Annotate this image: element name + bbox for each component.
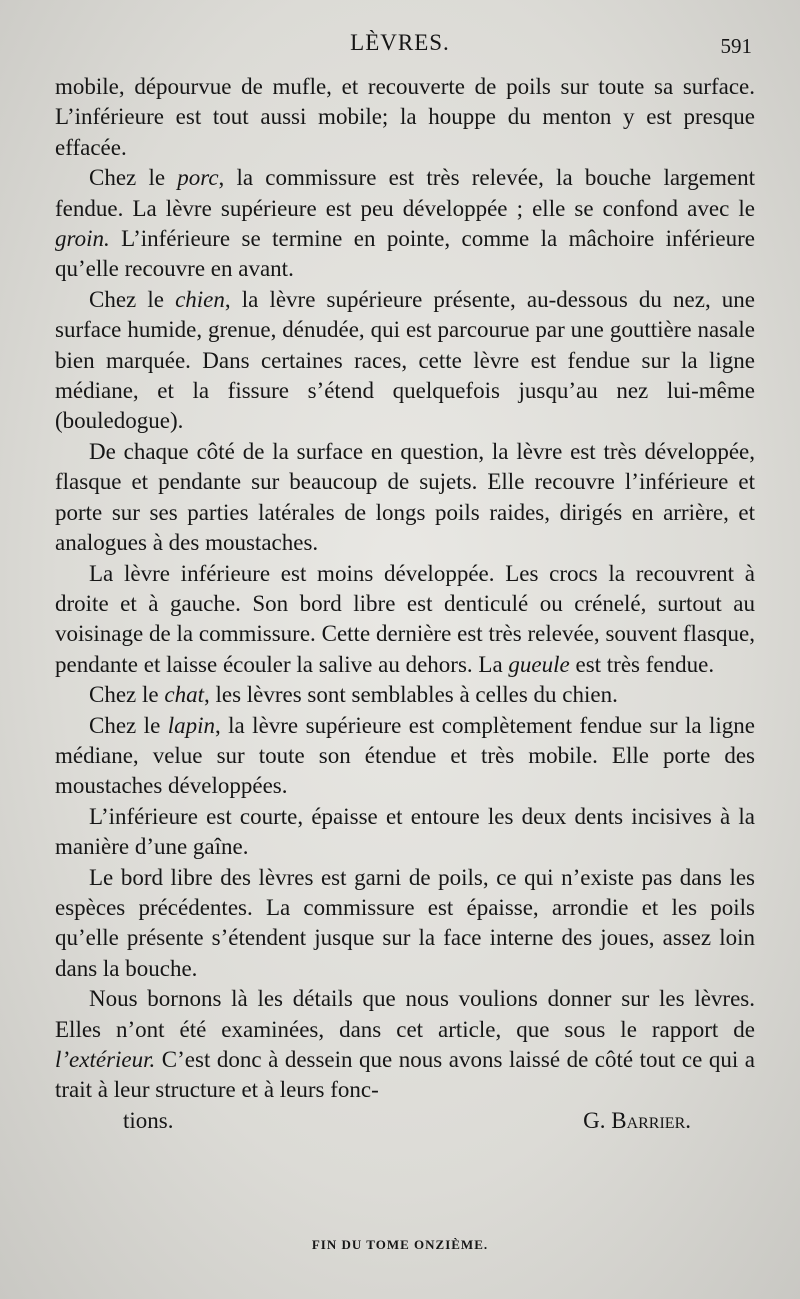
paragraph-text: , la commissure est très relevée, la bouche largement fendue. La lèvre supérieure est peu développée ; elle se confond avec le <box>55 165 755 221</box>
paragraph <box>55 559 755 681</box>
paragraph <box>55 163 755 285</box>
running-head: LÈVRES. <box>350 30 450 55</box>
paragraph-text: Nous bornons là les détails que nous voulions donner sur les lèvres. Elles n’ont été examinées, dans cet article, que sous le rapport de <box>55 986 755 1042</box>
paragraph <box>55 437 755 559</box>
italic-text: lapin <box>167 712 215 738</box>
paragraph-text: est très fendue. <box>569 651 715 677</box>
paragraph-text: L’inférieure se termine en pointe, comme la mâchoire inférieure qu’elle recouvre en avant. <box>55 226 755 282</box>
signature-lead: tions. <box>123 1107 174 1133</box>
italic-text: chien <box>175 286 225 312</box>
paragraph <box>55 72 755 163</box>
paragraph <box>55 680 755 710</box>
paragraph-text: Chez le <box>89 682 165 708</box>
paragraph-text: De chaque côté de la surface en question, la lèvre est très développée, flasque et pendante sur beaucoup de sujets. Elle recouvre l’inférieure et porte sur ses parties latérales de longs poils raides, dirigés en arrière, et analogues à des moustaches. <box>55 438 755 556</box>
page-number: 591 <box>720 34 752 58</box>
italic-text: chat <box>164 682 204 708</box>
paragraph-text: Chez le <box>89 712 168 738</box>
paragraph-text: , la lèvre supérieure présente, au-dessous du nez, une surface humide, grenue, dénudée, qui est parcourue par une gouttière nasale bien marquée. Dans certaines races, cette lèvre est fendue sur la ligne médiane, et la fissure s’étend quelquefois jusqu’au nez lui-même (bouledogue). <box>55 286 756 434</box>
paragraph <box>55 984 755 1106</box>
paragraph-text: La lèvre inférieure est moins développée. Les crocs la recouvrent à droite et à gauche. Son bord libre est denticulé ou crénelé, surtout au voisinage de la commissure. Cette dernière est très relevée, souvent flasque, pendante et laisse écouler la salive au dehors. La <box>55 560 755 677</box>
paragraph <box>55 802 755 863</box>
italic-text: gueule <box>508 651 570 677</box>
body-text <box>55 72 755 1136</box>
paragraph-text: mobile, dépourvue de mufle, et recouverte de poils sur toute sa surface. L’inférieure est tout aussi mobile; la houppe du menton y est presque effacée. <box>55 74 755 160</box>
paragraph-text: C’est donc à dessein que nous avons laissé de côté tout ce qui a trait à leur structure et à leurs fonc- <box>55 1047 755 1103</box>
end-of-volume-note: FIN DU TOME ONZIÈME. <box>311 1237 489 1252</box>
italic-text: l’extérieur. <box>55 1047 156 1072</box>
author-signature <box>549 1106 755 1136</box>
paragraph-text: Chez le <box>89 286 176 312</box>
paragraph-text: , les lèvres sont semblables à celles du chien. <box>203 682 618 708</box>
paragraph <box>55 863 755 985</box>
italic-text: porc <box>177 165 219 191</box>
paragraph-text: , la lèvre supérieure est complètement fendue sur la ligne médiane, velue sur toute son étendue et très mobile. Elle porte des moustaches développées. <box>55 712 755 799</box>
italic-text: groin. <box>55 226 110 252</box>
paragraph-text: Chez le <box>89 165 178 191</box>
signature-line <box>55 1106 755 1136</box>
author-surname: Barrier. <box>611 1107 691 1133</box>
paragraph <box>55 711 755 802</box>
author-initial: G. <box>583 1107 612 1133</box>
page-header <box>0 28 800 62</box>
paragraph-text: L’inférieure est courte, épaisse et entoure les deux dents incisives à la manière d’une gaîne. <box>55 803 755 860</box>
paragraph <box>55 285 755 437</box>
paragraph-text: Le bord libre des lèvres est garni de poils, ce qui n’existe pas dans les espèces précédentes. La commissure est épaisse, arrondie et les poils qu’elle présente s’étendent jusque sur la face interne des joues, assez loin dans la bouche. <box>55 864 755 981</box>
